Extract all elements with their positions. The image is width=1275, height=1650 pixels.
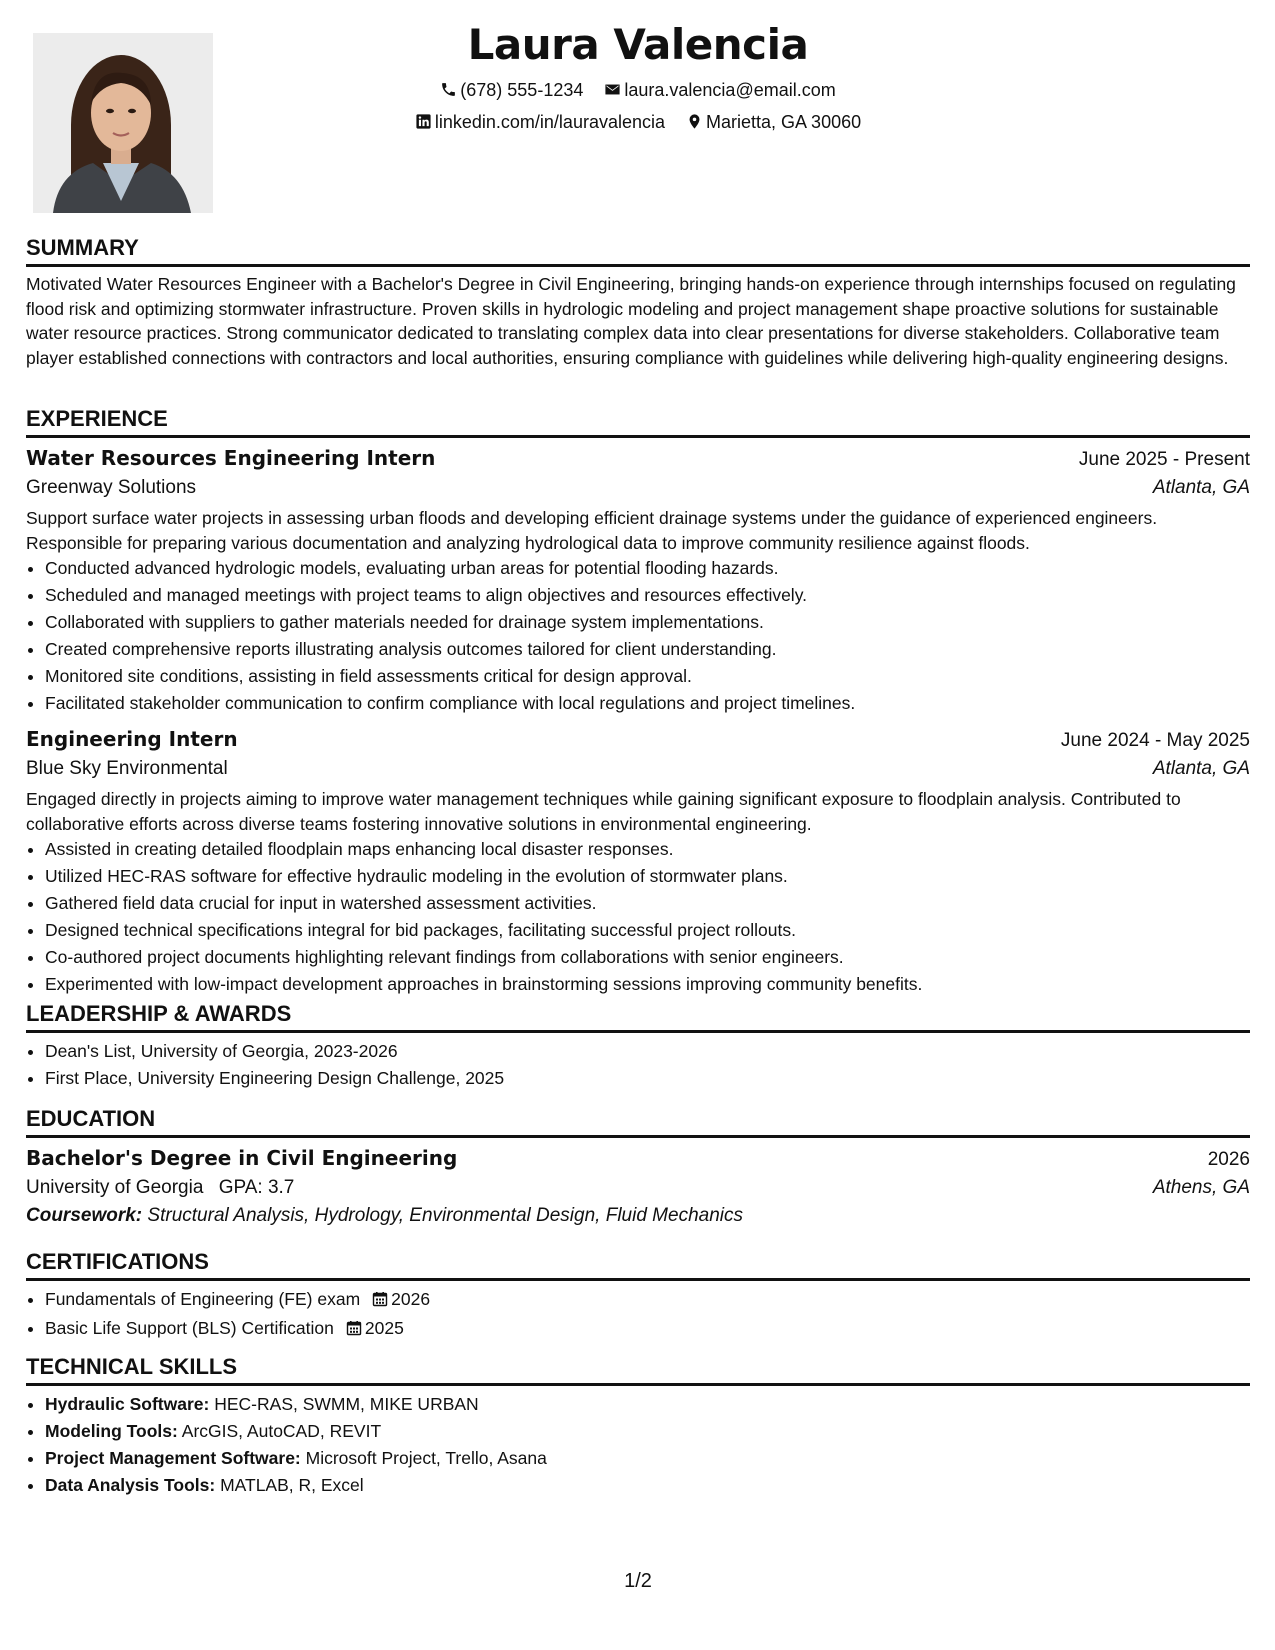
phone-contact <box>440 80 583 101</box>
phone-icon <box>440 81 457 98</box>
contact-row-2 <box>26 112 1250 133</box>
awards-list <box>26 1038 1250 1092</box>
list-item: • Scheduled and managed meetings with project teams to align objectives and resources effectively. <box>45 582 1250 609</box>
phone-text: (678) 555-1234 <box>460 80 584 100</box>
certification-year: 2025 <box>364 1318 404 1338</box>
list-item: • Designed technical specifications integral for bid packages, facilitating successful project rollouts. <box>45 917 1250 944</box>
list-item: • Co-authored project documents highlighting relevant findings from collaborations with senior engineers. <box>45 944 1250 971</box>
list-item: • Conducted advanced hydrologic models, evaluating urban areas for potential flooding hazards. <box>45 555 1250 582</box>
page-number: 1/2 <box>624 1570 652 1592</box>
school-name: University of Georgia <box>26 1177 204 1198</box>
section-title: TECHNICAL SKILLS <box>26 1354 1250 1386</box>
awards-section <box>26 1001 1250 1092</box>
skill-category: Modeling Tools: <box>45 1421 178 1441</box>
job-entry <box>26 727 1250 998</box>
list-item <box>45 1286 1250 1315</box>
list-item <box>45 1315 1250 1344</box>
job-dates: June 2025 - Present <box>1078 449 1250 470</box>
section-title: EXPERIENCE <box>26 406 1250 438</box>
skill-values: MATLAB, R, Excel <box>220 1475 364 1495</box>
skill-values: ArcGIS, AutoCAD, REVIT <box>181 1421 382 1441</box>
list-item <box>45 1472 1250 1499</box>
certifications-list <box>26 1286 1250 1344</box>
calendar-icon <box>346 1317 362 1344</box>
coursework-list: Structural Analysis, Hydrology, Environmental Design, Fluid Mechanics <box>147 1205 743 1226</box>
section-title: SUMMARY <box>26 235 1250 267</box>
location-text: Marietta, GA 30060 <box>706 112 862 132</box>
list-item <box>45 1391 1250 1418</box>
certification-name: Fundamentals of Engineering (FE) exam <box>45 1289 361 1309</box>
list-item <box>45 1418 1250 1445</box>
job-description: Engaged directly in projects aiming to improve water management techniques while gaining significant exposure to floodplain analysis. Contributed to collaborative efforts across diverse teams fostering innovative solutions in environmental engineering. <box>26 789 1181 834</box>
certification-name: Basic Life Support (BLS) Certification <box>45 1318 334 1338</box>
job-bullets <box>26 836 1250 998</box>
map-pin-icon <box>686 113 703 130</box>
location-contact <box>686 112 861 133</box>
contact-row-1 <box>26 80 1250 101</box>
skills-list <box>26 1391 1250 1499</box>
section-title: CERTIFICATIONS <box>26 1249 1250 1281</box>
list-item: • Gathered field data crucial for input in watershed assessment activities. <box>45 890 1250 917</box>
email-contact[interactable] <box>604 80 835 101</box>
job-title: Engineering Intern <box>26 727 238 752</box>
list-item: • First Place, University Engineering Design Challenge, 2025 <box>45 1065 1250 1092</box>
company-name: Greenway Solutions <box>26 477 197 498</box>
job-bullets <box>26 555 1250 717</box>
job-location: Atlanta, GA <box>1152 758 1250 780</box>
job-dates: June 2024 - May 2025 <box>1060 730 1250 752</box>
list-item <box>45 1445 1250 1472</box>
linkedin-icon <box>415 113 432 130</box>
skill-values: Microsoft Project, Trello, Asana <box>305 1448 547 1468</box>
list-item: • Experimented with low-impact development approaches in brainstorming sessions improving community benefits. <box>45 971 1250 998</box>
linkedin-contact[interactable] <box>415 112 665 133</box>
gpa: GPA: 3.7 <box>218 1177 295 1198</box>
list-item: • Created comprehensive reports illustrating analysis outcomes tailored for client understanding. <box>45 636 1250 663</box>
envelope-icon <box>604 81 621 98</box>
summary-section <box>26 235 1250 370</box>
calendar-icon <box>372 1288 388 1315</box>
school-location: Athens, GA <box>1152 1177 1250 1198</box>
education-section <box>26 1106 1250 1227</box>
skills-section <box>26 1354 1250 1499</box>
skill-category: Data Analysis Tools: <box>45 1475 216 1495</box>
job-title: Water Resources Engineering Intern <box>26 446 436 470</box>
email-text[interactable]: laura.valencia@email.com <box>624 80 836 100</box>
job-description: Support surface water projects in assessing urban floods and developing efficient drainage systems under the guidance of experienced engineers. Responsible for preparing various documentation and analyzing hydrological data to improve community resilience against floods. <box>26 508 1158 553</box>
resume-page <box>26 0 1250 1650</box>
skill-category: Hydraulic Software: <box>45 1394 210 1414</box>
certifications-section <box>26 1249 1250 1344</box>
certification-year: 2026 <box>391 1289 431 1309</box>
job-entry <box>26 446 1250 717</box>
list-item: • Facilitated stakeholder communication to confirm compliance with local regulations and project timelines. <box>45 690 1250 717</box>
degree-title: Bachelor's Degree in Civil Engineering <box>26 1146 458 1170</box>
summary-text: Motivated Water Resources Engineer with a Bachelor's Degree in Civil Engineering, bringing hands-on experience through internships focused on regulating flood risk and optimizing stormwater infrastructure. Proven skills in hydrologic modeling and project management shape proactive solutions for sustainable water resource practices. Strong communicator dedicated to translating complex data into clear presentations for diverse stakeholders. Collaborative team player established connections with contractors and local authorities, ensuring compliance with guidelines while delivering high-quality engineering designs. <box>26 274 1236 368</box>
skill-category: Project Management Software: <box>45 1448 301 1468</box>
graduation-year: 2026 <box>1207 1149 1250 1170</box>
list-item: • Collaborated with suppliers to gather materials needed for drainage system implementations. <box>45 609 1250 636</box>
job-location: Atlanta, GA <box>1152 477 1250 498</box>
list-item: • Assisted in creating detailed floodplain maps enhancing local disaster responses. <box>45 836 1250 863</box>
experience-section <box>26 406 1250 998</box>
list-item: • Dean's List, University of Georgia, 2023-2026 <box>45 1038 1250 1065</box>
linkedin-text[interactable]: linkedin.com/in/lauravalencia <box>434 112 665 132</box>
candidate-name: Laura Valencia <box>467 20 809 69</box>
section-title: LEADERSHIP & AWARDS <box>26 1001 1250 1033</box>
list-item: • Monitored site conditions, assisting in field assessments critical for design approval. <box>45 663 1250 690</box>
coursework-label: Coursework: <box>26 1205 143 1226</box>
company-name: Blue Sky Environmental <box>26 758 228 780</box>
section-title: EDUCATION <box>26 1106 1250 1138</box>
list-item: • Utilized HEC-RAS software for effective hydraulic modeling in the evolution of stormwater plans. <box>45 863 1250 890</box>
coursework <box>26 1205 1250 1227</box>
skill-values: HEC-RAS, SWMM, MIKE URBAN <box>214 1394 479 1414</box>
